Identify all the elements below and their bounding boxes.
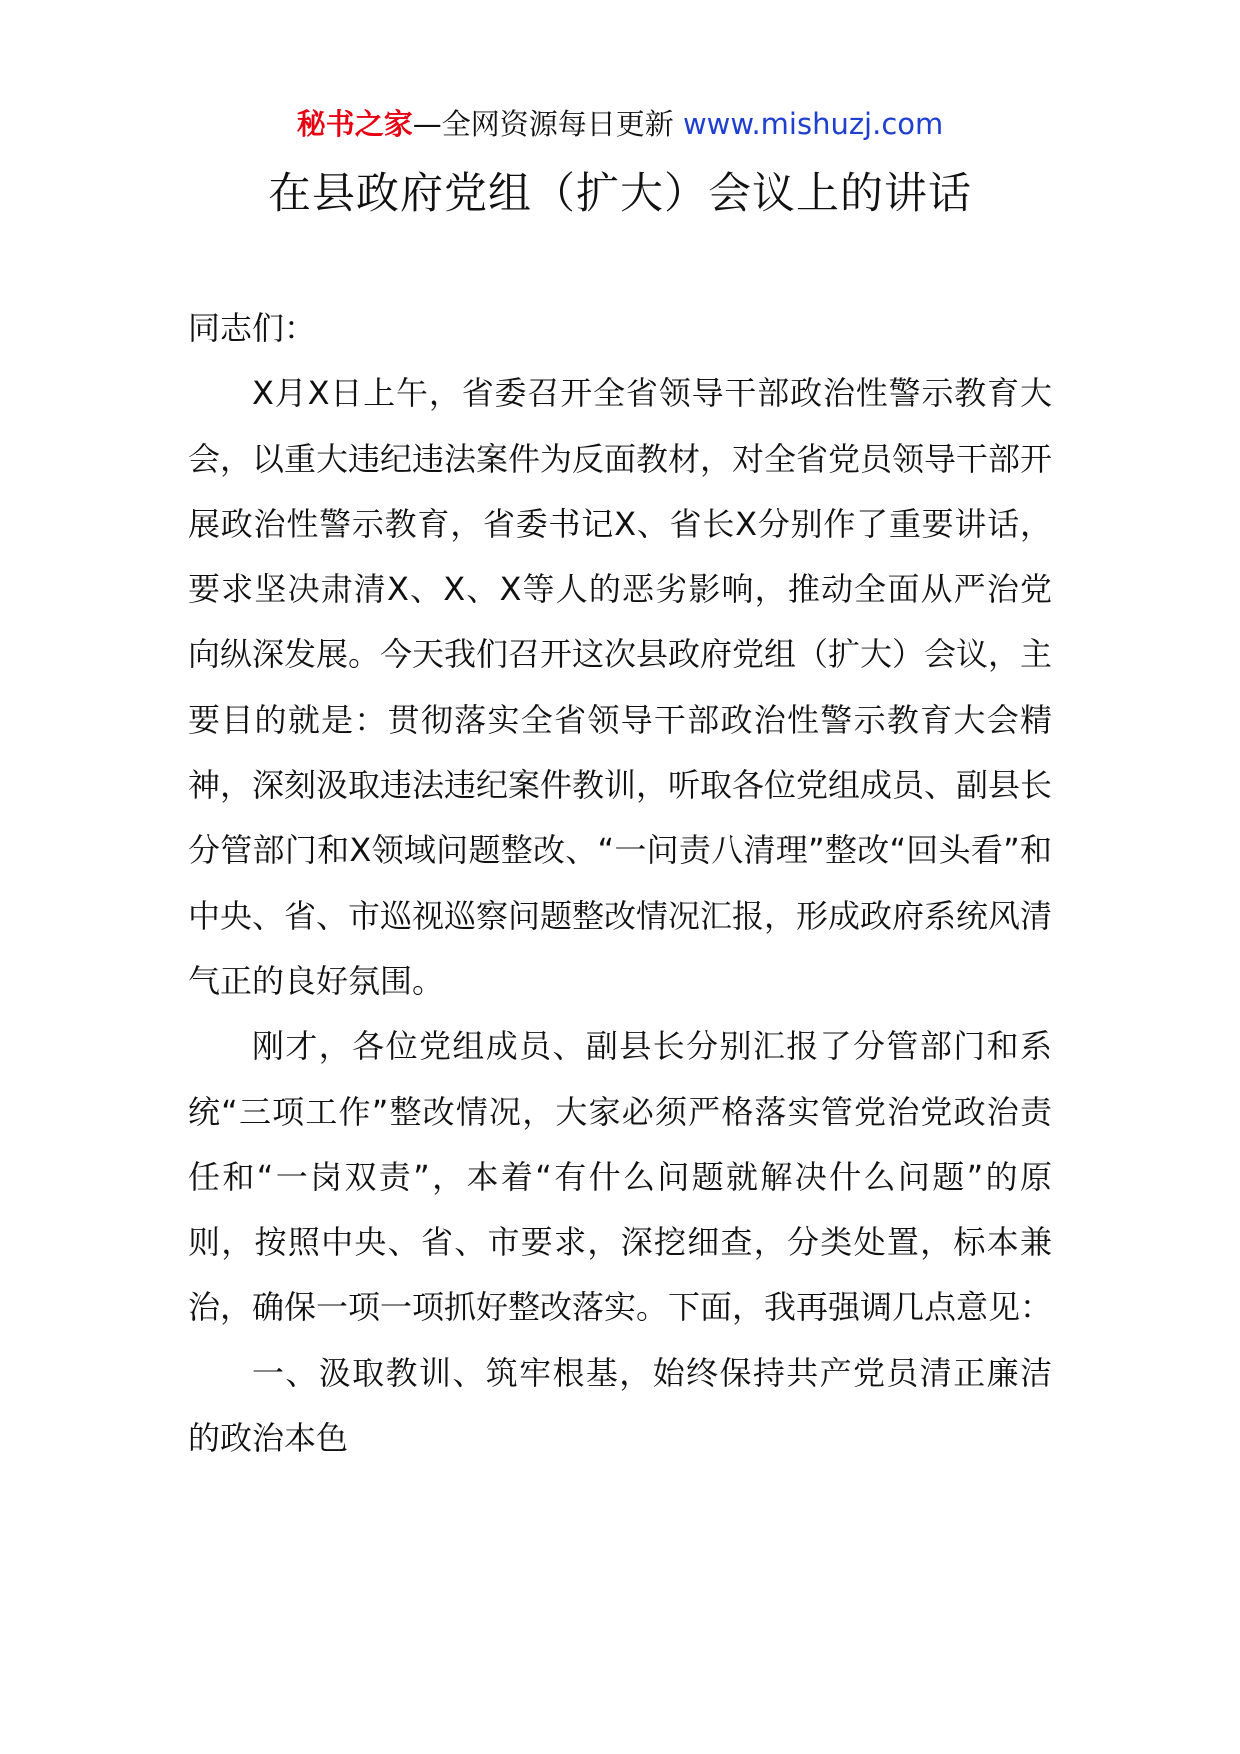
brand-name: 秘书之家 xyxy=(296,107,413,141)
site-header xyxy=(0,104,1240,144)
section-heading-lead: 一、汲取教训、筑牢根基， xyxy=(252,1353,653,1392)
paragraph-1: X月X日上午，省委召开全省领导干部政治性警示教育大会，以重大违纪违法案件为反面教材，对全省党员领导干部开展政治性警示教育，省委书记X、省长X分别作了重要讲话，要求坚决肃清X、X、X等人的恶劣影响，推动全面从严治党向纵深发展。今天我们召开这次县政府党组（扩大）会议，主要目的就是：贯彻落实全省领导干部政治性警示教育大会精神，深刻汲取违法违纪案件教训，听取各位党组成员、副县长分管部门和X领域问题整改、“一问责八清理”整改“回头看”和中央、省、市巡视巡察问题整改情况汇报，形成政府系统风清气正的良好氛围。 xyxy=(188,374,1053,1000)
site-url[interactable]: www.mishuzj.com xyxy=(682,107,944,141)
document-title: 在县政府党组（扩大）会议上的讲话 xyxy=(268,169,972,219)
paragraph-2: 刚才，各位党组成员、副县长分别汇报了分管部门和系统“三项工作”整改情况，大家必须严格落实管党治党政治责任和“一岗双责”，本着“有什么问题就解决什么问题”的原则，按照中央、省、市要求，深挖细查，分类处置，标本兼治，确保一项一项抓好整改落实。下面，我再强调几点意见： xyxy=(188,1027,1053,1327)
document-body xyxy=(188,296,1052,1471)
section-heading-1 xyxy=(188,1341,1052,1472)
header-tagline: —全网资源每日更新 xyxy=(412,107,683,141)
section-heading-rest: 始终保持共产党员清正廉洁的政治本色 xyxy=(188,1353,1052,1458)
salutation: 同志们： xyxy=(188,309,317,347)
